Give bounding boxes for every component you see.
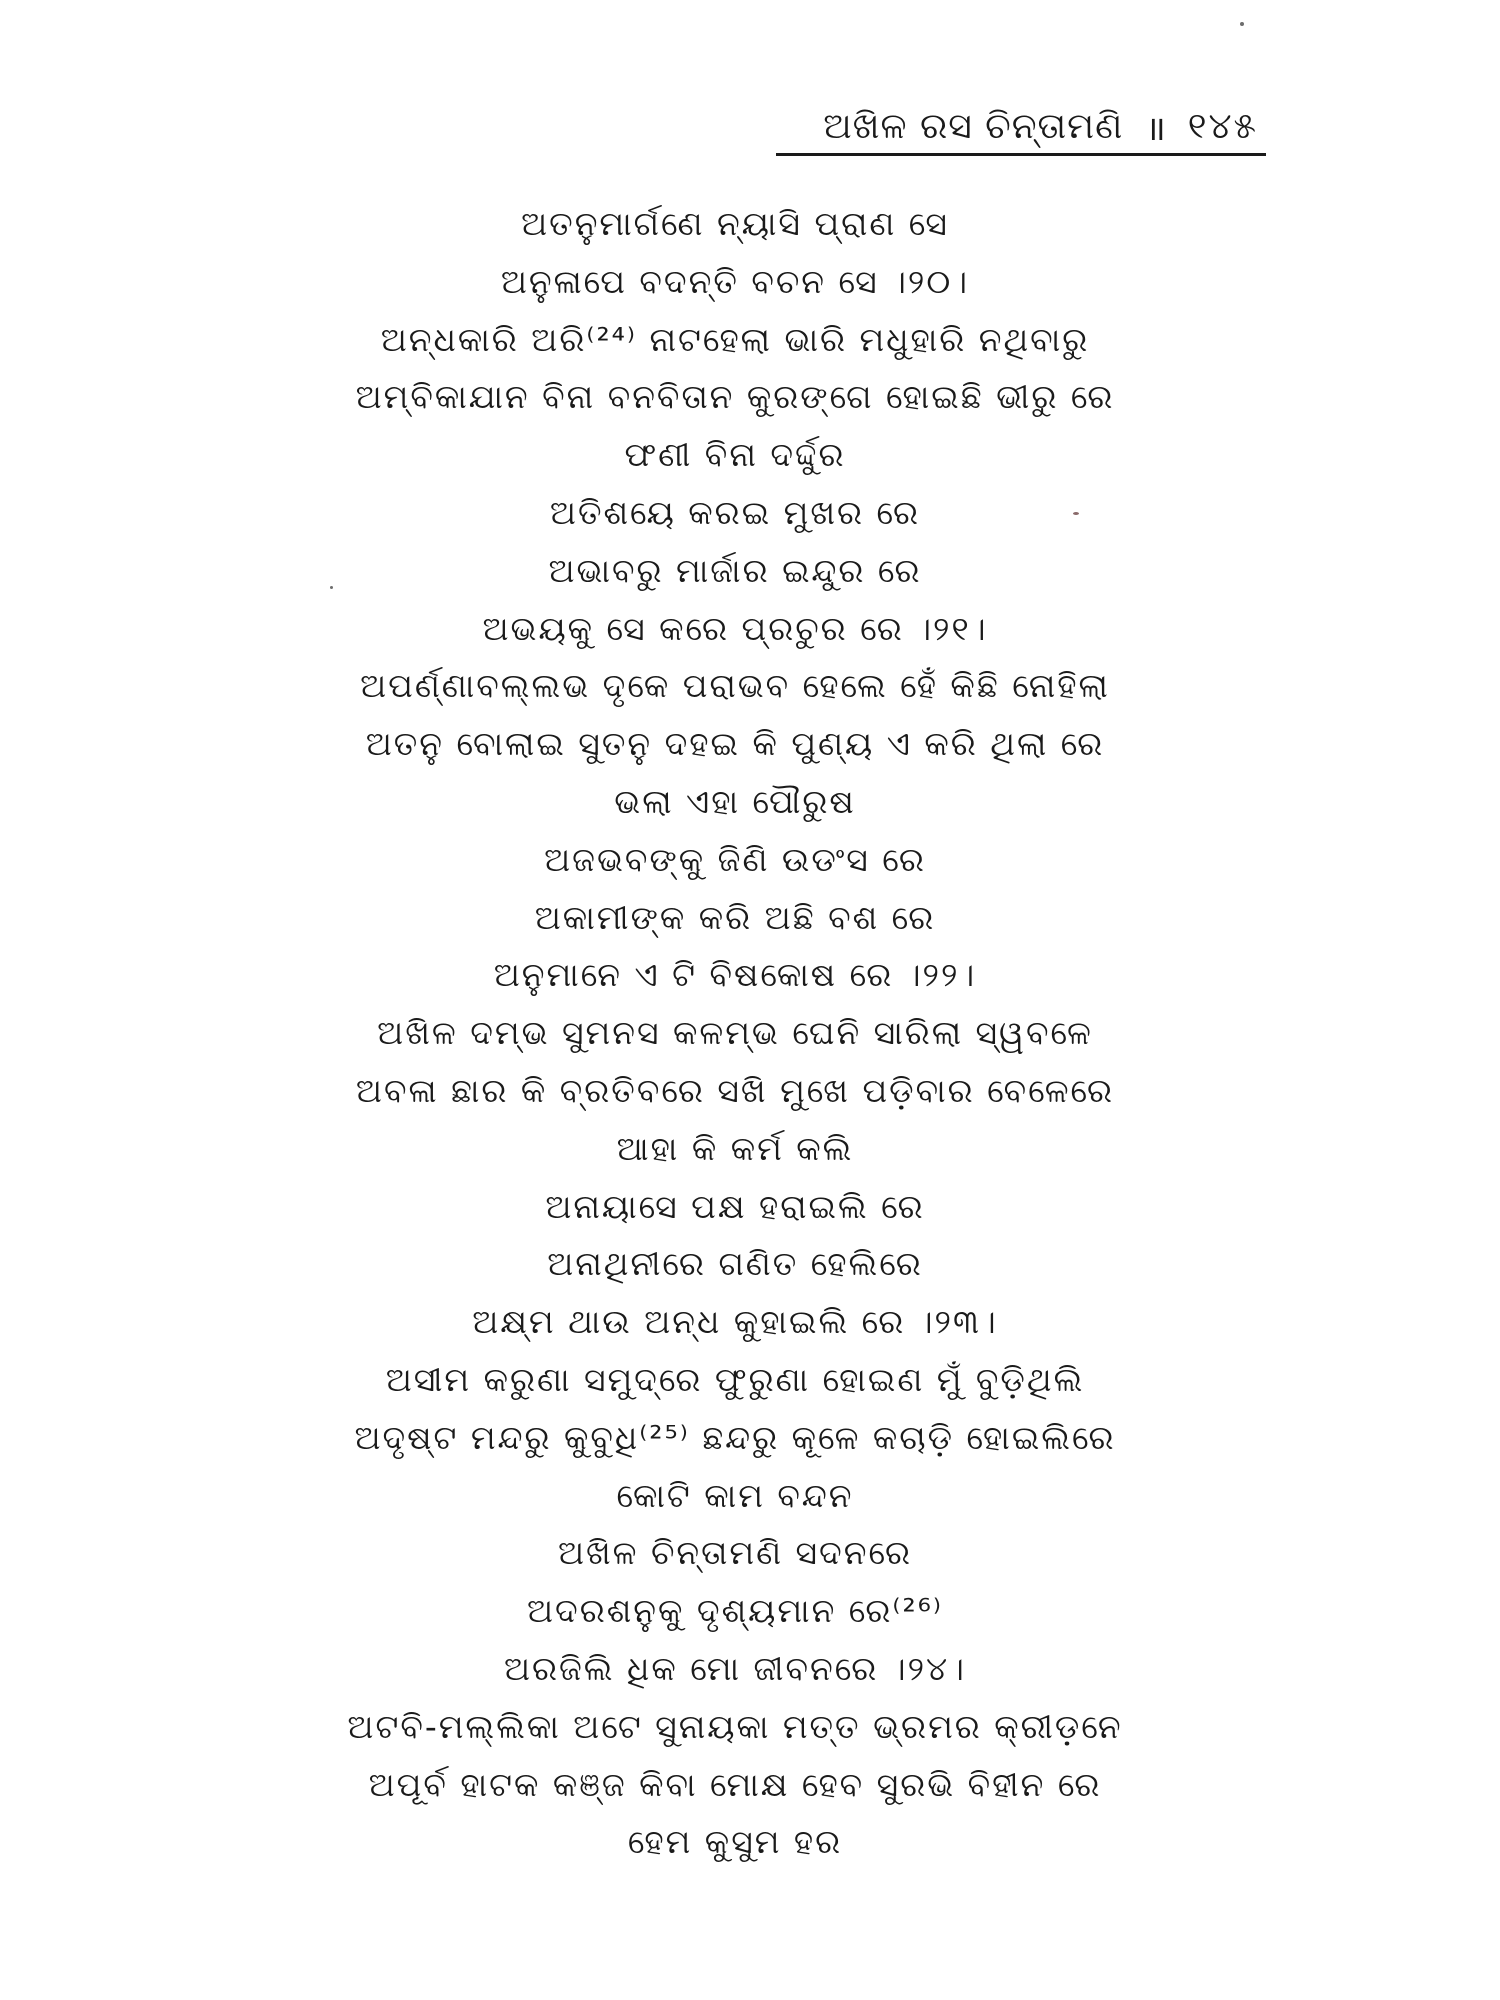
- verse-line: ହେମ କୁସୁମ ହର: [627, 1822, 843, 1862]
- running-header: [776, 100, 1266, 156]
- verse-line: ଅସୀମ କରୁଣା ସମୁଦ୍ରେ ଫୁରୁଣା ହୋଇଣ ମୁଁ ବୁଡ଼ିଥିଲି: [385, 1359, 1085, 1399]
- verse-line: ଅନାୟାସେ ପକ୍ଷ ହରାଇଲି ରେ: [545, 1186, 925, 1226]
- page-number: ୧୪୫: [1187, 105, 1258, 147]
- verse-line: ଅଭାବରୁ ମାର୍ଜାର ଇନ୍ଦୁର ରେ: [548, 550, 922, 590]
- verse-line: ଭଲା ଏହା ପୌରୁଷ: [614, 781, 856, 821]
- verse-line: ଅମ୍ବିକାଯାନ ବିନା ବନବିତାନ କୁରଙ୍ଗେ ହୋଇଛି ଭୀରୁ ରେ: [355, 377, 1115, 417]
- verse-body: [150, 195, 1320, 1871]
- verse-line: ଫଣୀ ବିନା ଦର୍ଦ୍ଦୁର: [624, 435, 846, 475]
- verse-line: ଅଟବି-ମଲ୍ଲିକା ଅଟେ ସୁନାୟକା ମତ୍ତ ଭ୍ରମର କ୍ରୀଡ଼ନେ: [347, 1706, 1123, 1746]
- verse-line: ଅନୁମାନେ ଏ ଟି ବିଷକୋଷ ରେ ।୨୨।: [493, 955, 977, 995]
- verse-line: ଅରଜିଲି ଧିକ ମୋ ଜୀବନରେ ।୨୪।: [503, 1648, 967, 1688]
- header-separator: ॥: [1145, 108, 1166, 149]
- verse-line: ଅକ୍ଷ୍ମ ଥାଉ ଅନ୍ଧ କୁହାଇଲି ରେ ।୨୩।: [472, 1302, 998, 1342]
- verse-line: କୋଟି କାମ ବନ୍ଦନ: [616, 1475, 854, 1515]
- scan-speck: [1073, 512, 1079, 515]
- verse-line: ଅଖିଳ ଦମ୍ଭ ସୁମନସ କଳମ୍ଭ ଘେନି ସାରିଲା ସ୍ୱବଳେ: [377, 1013, 1093, 1053]
- book-title: ଅଖିଳ ରସ ଚିନ୍ତାମଣି: [823, 105, 1124, 147]
- verse-line: ଅଦୃଷ୍ଟ ମନ୍ଦରୁ କୁବୁଧି⁽²⁵⁾ ଛନ୍ଦରୁ କୂଳେ କଚାଡ଼ି ହୋଇଲିରେ: [354, 1417, 1116, 1457]
- verse-line: ଅକାମୀଙ୍କ କରି ଅଛି ବଶ ରେ: [534, 897, 936, 937]
- verse-line: ଅତିଶୟେ କରଇ ମୁଖର ରେ: [549, 492, 921, 532]
- verse-line: ଅବଳା ଛାର କି ବ୍ରତିବରେ ସଖି ମୁଖେ ପଡ଼ିବାର ବେଳେରେ: [355, 1070, 1115, 1110]
- verse-line: ଆହା କି କର୍ମ କଲି: [616, 1128, 854, 1168]
- verse-line: ଅପର୍ଣ୍ଣାବଲ୍ଲଭ ଦୃକେ ପରାଭବ ହେଲେ ହେଁ କିଛି ନୋହିଲା: [360, 666, 1110, 706]
- verse-line: ଅଖିଳ ଚିନ୍ତାମଣି ସଦନରେ: [557, 1533, 913, 1573]
- verse-line: ଅଜଭବଙ୍କୁ ଜିଣି ଉଡଂସ ରେ: [544, 839, 926, 879]
- scan-speck: [330, 586, 333, 589]
- scan-speck: [1240, 22, 1244, 26]
- verse-line: ଅତନୁ ବୋଲାଇ ସୁତନୁ ଦହଇ କି ପୁଣ୍ୟ ଏ କରି ଥିଲା ରେ: [365, 724, 1105, 764]
- verse-line: ଅନାଥିନୀରେ ଗଣିତ ହେଲିରେ: [547, 1244, 923, 1284]
- verse-line: ଅଭୟକୁ ସେ କରେ ପ୍ରଚୁର ରେ ।୨୧।: [482, 608, 988, 648]
- verse-line: ଅପୂର୍ବ ହାଟକ କଞ୍ଜ କିବା ମୋକ୍ଷ ହେବ ସୁରଭି ବିହୀନ ରେ: [368, 1764, 1102, 1804]
- verse-line: ଅନୁଳାପେ ବଦନ୍ତି ବଚନ ସେ ।୨୦।: [500, 261, 970, 301]
- verse-line: ଅଦରଶନୁକୁ ଦୃଶ୍ୟମାନ ରେ⁽²⁶⁾: [526, 1591, 944, 1631]
- verse-line: ଅନ୍ଧକାରି ଅରି⁽²⁴⁾ ନାଟହେଲା ଭାରି ମଧୁହାରି ନଥିବାରୁ: [380, 319, 1090, 359]
- verse-line: ଅତନୁମାର୍ଗଣେ ନ୍ୟାସି ପ୍ରାଣ ସେ: [521, 204, 949, 243]
